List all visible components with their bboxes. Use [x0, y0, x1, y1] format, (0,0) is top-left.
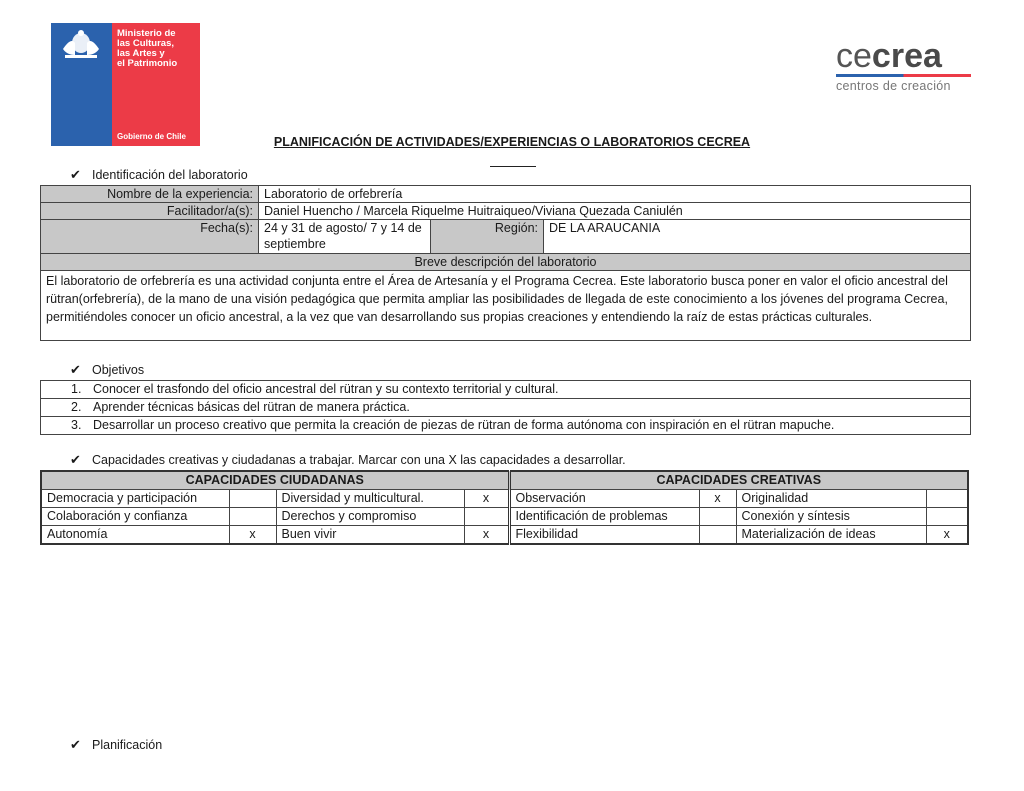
logo-blue-panel — [51, 23, 112, 146]
facilitador-value: Daniel Huencho / Marcela Riquelme Huitraiqueo/Viviana Quezada Caniulén — [259, 203, 971, 220]
checkmark-icon: ✔ — [70, 737, 81, 752]
capacidad-mark[interactable] — [229, 490, 276, 508]
cecrea-wordmark — [836, 37, 976, 75]
table-row — [41, 399, 971, 417]
section-identificacion — [70, 167, 248, 183]
fecha-value: 24 y 31 de agosto/ 7 y 14 de septiembre — [259, 220, 431, 254]
capacidad-mark[interactable]: x — [464, 526, 509, 545]
section-identificacion-label: Identificación del laboratorio — [92, 168, 248, 182]
section-planificacion — [70, 737, 162, 753]
objetivo-item — [41, 399, 971, 417]
government-name: Gobierno de Chile — [117, 132, 186, 141]
ciudadanas-header: CAPACIDADES CIUDADANAS — [41, 471, 509, 490]
region-value: DE LA ARAUCANIA — [544, 220, 971, 254]
capacidad-label: Conexión y síntesis — [736, 508, 926, 526]
creativas-header: CAPACIDADES CREATIVAS — [509, 471, 968, 490]
table-row — [41, 220, 971, 254]
capacidad-label: Diversidad y multicultural. — [276, 490, 464, 508]
objetivo-number: 3. — [71, 418, 82, 432]
capacidad-mark[interactable]: x — [926, 526, 968, 545]
table-row — [41, 526, 968, 545]
capacidad-mark[interactable] — [926, 490, 968, 508]
facilitador-label: Facilitador/a(s): — [41, 203, 259, 220]
table-row — [41, 381, 971, 399]
capacidades-table — [40, 470, 969, 545]
document-title: PLANIFICACIÓN DE ACTIVIDADES/EXPERIENCIAS O LABORATORIOS CECREA — [273, 135, 751, 149]
region-label: Región: — [431, 220, 544, 254]
capacidad-label: Democracia y participación — [41, 490, 229, 508]
objetivo-number: 2. — [71, 400, 82, 414]
capacidad-mark[interactable]: x — [229, 526, 276, 545]
identificacion-table — [40, 185, 971, 341]
capacidad-mark[interactable]: x — [464, 490, 509, 508]
capacidad-mark[interactable] — [699, 526, 736, 545]
section-objetivos — [70, 362, 144, 378]
table-row — [41, 490, 968, 508]
table-row — [41, 203, 971, 220]
logo-red-panel — [112, 23, 200, 146]
checkmark-icon: ✔ — [70, 452, 81, 467]
capacidad-label: Derechos y compromiso — [276, 508, 464, 526]
descripcion-label: Breve descripción del laboratorio — [41, 254, 971, 271]
section-planificacion-label: Planificación — [92, 738, 163, 752]
capacidad-label: Observación — [509, 490, 699, 508]
objetivo-item — [41, 381, 971, 399]
fecha-label: Fecha(s): — [41, 220, 259, 254]
capacidad-label: Materialización de ideas — [736, 526, 926, 545]
capacidad-label: Colaboración y confianza — [41, 508, 229, 526]
objetivo-text: Conocer el trasfondo del oficio ancestral del rütran y su contexto territorial y cultural. — [93, 382, 559, 396]
ministry-name: Ministerio de las Culturas, las Artes y el Patrimonio — [117, 28, 178, 69]
table-row — [41, 508, 968, 526]
objetivo-item — [41, 417, 971, 435]
wordmark-light: ce — [836, 37, 872, 75]
cecrea-subtitle: centros de creación — [836, 79, 951, 93]
objetivos-table — [40, 380, 971, 435]
table-header-row — [41, 471, 968, 490]
section-capacidades-label: Capacidades creativas y ciudadanas a trabajar. Marcar con una X las capacidades a desarrollar. — [92, 453, 626, 467]
objetivo-text: Desarrollar un proceso creativo que permita la creación de piezas de rütran de forma autónoma con inspiración en el rütran mapuche. — [93, 418, 835, 432]
wordmark-bold: crea — [871, 37, 942, 75]
descripcion-value: El laboratorio de orfebrería es una actividad conjunta entre el Área de Artesanía y el Programa Cecrea. Este laboratorio busca poner en valor el oficio ancestral del rütran(orfebrería), de la mano de una visión pedagógica que permita ampliar las posibilidades de llegada de este conocimiento a los jóvenes del programa Cecrea, permitiéndoles conocer un oficio ancestral, a la vez que van desarrollando sus propias creaciones y entendiendo la raíz de estas prácticas culturales. — [41, 271, 971, 341]
nombre-label: Nombre de la experiencia: — [41, 186, 259, 203]
objetivo-text: Aprender técnicas básicas del rütran de manera práctica. — [93, 400, 410, 414]
table-row — [41, 417, 971, 435]
nombre-value: Laboratorio de orfebrería — [259, 186, 971, 203]
capacidad-mark[interactable] — [699, 508, 736, 526]
table-row — [41, 254, 971, 271]
objetivo-number: 1. — [71, 382, 82, 396]
section-capacidades — [70, 452, 626, 468]
checkmark-icon: ✔ — [70, 362, 81, 377]
cecrea-logo — [836, 37, 976, 96]
checkmark-icon: ✔ — [70, 167, 81, 182]
title-underline-rule — [490, 166, 536, 167]
capacidad-mark[interactable] — [926, 508, 968, 526]
capacidad-label: Autonomía — [41, 526, 229, 545]
capacidad-label: Identificación de problemas — [509, 508, 699, 526]
capacidad-mark[interactable]: x — [699, 490, 736, 508]
table-row — [41, 271, 971, 341]
capacidad-label: Buen vivir — [276, 526, 464, 545]
capacidad-label: Flexibilidad — [509, 526, 699, 545]
capacidad-mark[interactable] — [464, 508, 509, 526]
section-objetivos-label: Objetivos — [92, 363, 145, 377]
table-row — [41, 186, 971, 203]
gobierno-de-chile-logo — [51, 23, 200, 146]
capacidad-label: Originalidad — [736, 490, 926, 508]
coat-of-arms-icon — [57, 29, 105, 61]
capacidad-mark[interactable] — [229, 508, 276, 526]
